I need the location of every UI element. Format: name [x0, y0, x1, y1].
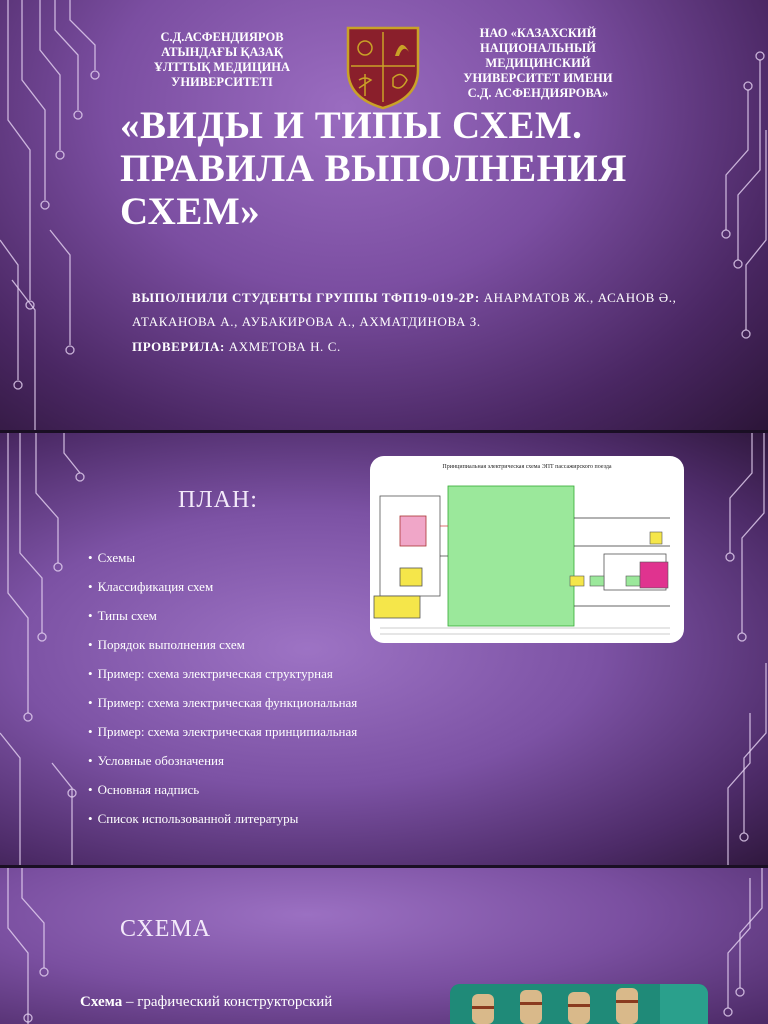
- circuit-decoration-right: [678, 433, 768, 865]
- circuit-board-photo: [450, 984, 708, 1024]
- circuit-diagram-image: [370, 456, 684, 643]
- list-item: • Основная надпись: [88, 782, 357, 811]
- list-item: • Пример: схема электрическая функциональная: [88, 695, 357, 724]
- schema-slide: [0, 868, 768, 1024]
- schema-title: СХЕМА: [120, 916, 212, 942]
- checker-label: ПРОВЕРИЛА:: [132, 339, 225, 354]
- authors-names: АНАРМАТОВ Ж., АСАНОВ Ә., АТАКАНОВА А., АУБАКИРОВА А., АХМАТДИНОВА З.: [132, 290, 677, 329]
- checker-name: АХМЕТОВА Н. С.: [228, 339, 341, 354]
- authors-line: [132, 286, 692, 334]
- list-item: • Порядок выполнения схем: [88, 637, 357, 666]
- list-item: • Пример: схема электрическая структурная: [88, 666, 357, 695]
- plan-title: ПЛАН:: [178, 487, 258, 513]
- circuit-decoration-left: [0, 0, 110, 430]
- schema-term: Схема: [80, 994, 123, 1010]
- plan-slide: [0, 433, 768, 865]
- schema-text: – графический конструкторский: [122, 994, 333, 1010]
- authors-label: ВЫПОЛНИЛИ СТУДЕНТЫ ГРУППЫ ТФП19-019-2Р:: [132, 290, 480, 305]
- diagram-title: Принципиальная электрическая схема ЭПТ пассажирского поезда: [442, 464, 612, 470]
- list-item: • Схемы: [88, 550, 357, 579]
- circuit-decoration-right: [678, 0, 768, 430]
- circuit-diagram-drawing: [370, 456, 684, 643]
- circuit-decoration-left: [0, 433, 90, 865]
- schema-definition: [80, 994, 332, 1011]
- list-item: • Классификация схем: [88, 579, 357, 608]
- list-item: • Список использованной литературы: [88, 811, 357, 840]
- university-name-kazakh: С.Д.АСФЕНДИЯРОВ АТЫНДАҒЫ ҚАЗАҚ ҰЛТТЫҚ МЕДИЦИНА УНИВЕРСИТЕТІ: [153, 30, 291, 89]
- university-crest-icon: [343, 22, 423, 110]
- list-item: • Условные обозначения: [88, 753, 357, 782]
- list-item: • Пример: схема электрическая принципиальная: [88, 724, 357, 753]
- circuit-decoration-left: [0, 868, 90, 1024]
- list-item: • Типы схем: [88, 608, 357, 637]
- checker-line: [132, 339, 692, 355]
- resistor-board-drawing: [450, 984, 708, 1024]
- university-name-russian: НАО «КАЗАХСКИЙ НАЦИОНАЛЬНЫЙ МЕДИЦИНСКИЙ УНИВЕРСИТЕТ ИМЕНИ С.Д. АСФЕНДИЯРОВА»: [463, 26, 613, 100]
- title-slide: [0, 0, 768, 430]
- plan-list: [88, 550, 357, 840]
- presentation-title: «ВИДЫ И ТИПЫ СХЕМ. ПРАВИЛА ВЫПОЛНЕНИЯ СХЕМ»: [120, 104, 627, 233]
